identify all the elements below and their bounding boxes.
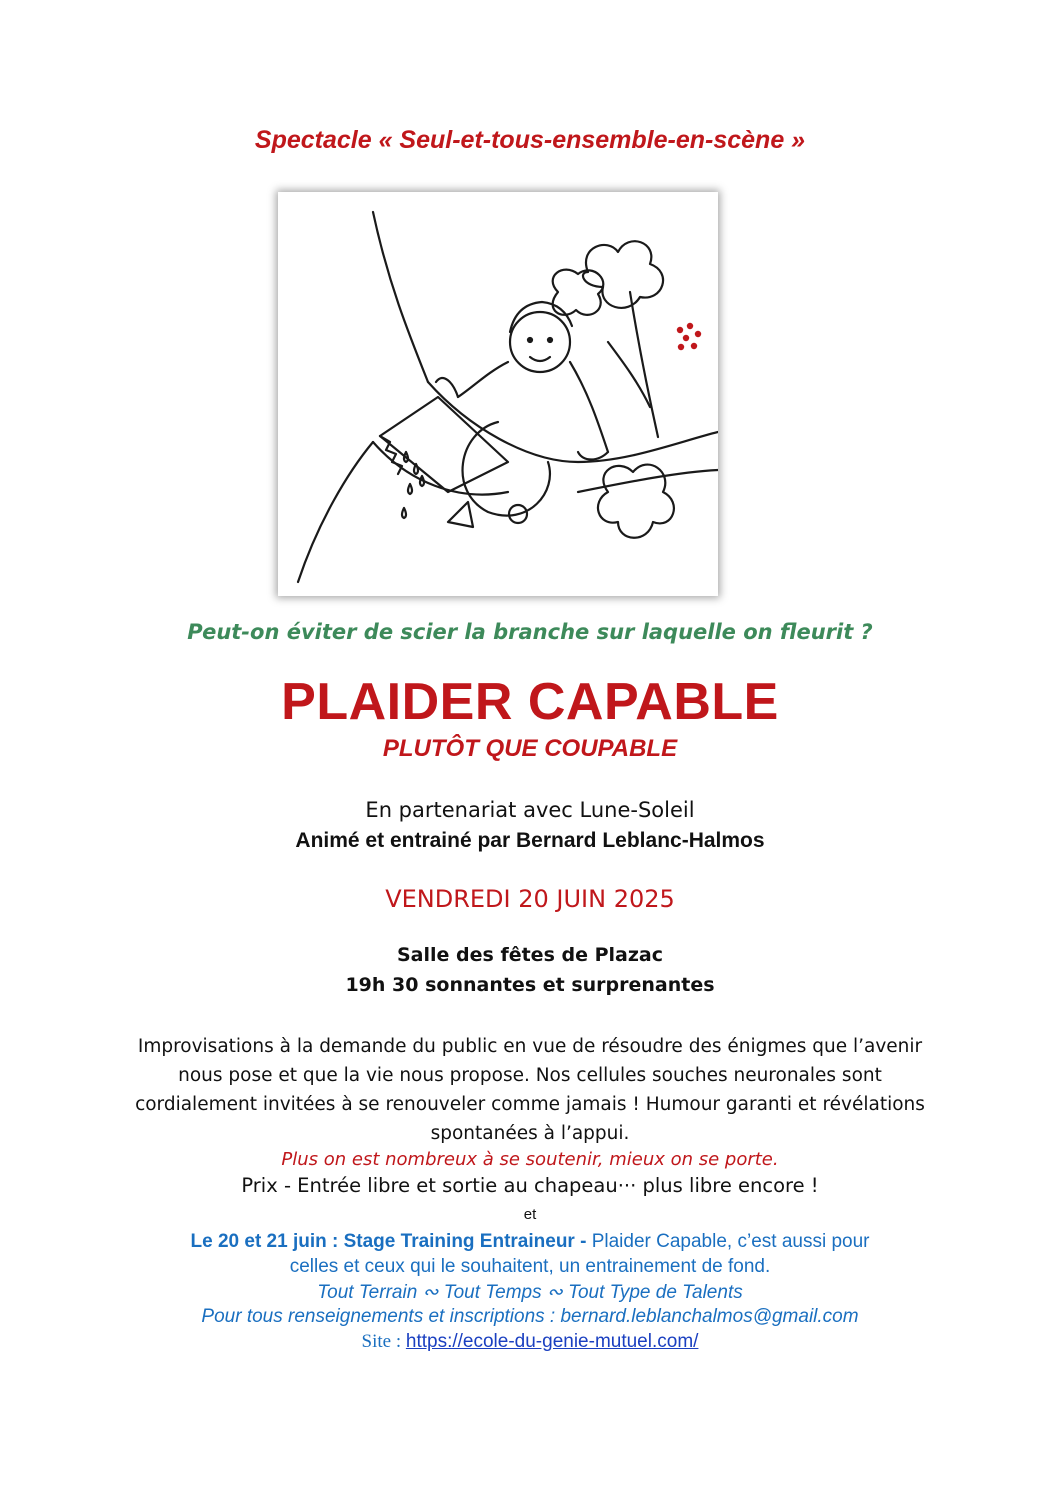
animator-line: Animé et entrainé par Bernard Leblanc-Halmos — [295, 829, 765, 852]
site-link[interactable]: https://ecole-du-genie-mutuel.com/ — [405, 1331, 699, 1352]
page-title: PLAIDER CAPABLE — [281, 673, 779, 731]
description-line: cordialement invitées à se renouveler comme jamais ! Humour garanti et révélations — [135, 1094, 925, 1115]
slogan: Plus on est nombreux à se soutenir, mieux on se porte. — [281, 1149, 779, 1170]
description-line: Improvisations à la demande du public en vue de résoudre des énigmes que l’avenir — [137, 1036, 923, 1057]
event-time: 19h 30 sonnantes et surprenantes — [345, 974, 715, 996]
stage-line — [0, 1231, 1060, 1253]
price-line: Prix - Entrée libre et sortie au chapeau··· plus libre encore ! — [241, 1174, 819, 1197]
site-line — [0, 1331, 1060, 1353]
stage-line-2: celles et ceux qui le souhaitent, un entrainement de fond. — [289, 1256, 771, 1277]
page-subtitle: PLUTÔT QUE COUPABLE — [382, 735, 678, 762]
stage-bold: Le 20 et 21 juin : Stage Training Entraineur - — [190, 1231, 587, 1252]
description — [0, 1032, 1060, 1148]
drawing-boy-sawing-branch-icon — [278, 192, 718, 596]
supertitle: Spectacle « Seul-et-tous-ensemble-en-scène » — [254, 126, 806, 154]
illustration-frame — [278, 192, 718, 596]
description-line: spontanées à l’appui. — [430, 1123, 630, 1144]
description-line: nous pose et que la vie nous propose. Nos cellules souches neuronales sont — [178, 1065, 882, 1086]
partner-line: En partenariat avec Lune-Soleil — [365, 798, 695, 822]
terrain-line: Tout Terrain ∾ Tout Temps ∾ Tout Type de Talents — [317, 1282, 743, 1303]
event-venue: Salle des fêtes de Plazac — [397, 944, 663, 966]
stage-rest: Plaider Capable, c’est aussi pour — [586, 1231, 870, 1252]
question: Peut-on éviter de scier la branche sur laquelle on fleurit ? — [187, 620, 873, 644]
site-label: Site : — [361, 1331, 406, 1352]
connector-text: et — [523, 1206, 537, 1223]
contact-line: Pour tous renseignements et inscriptions : bernard.leblanchalmos@gmail.com — [201, 1306, 859, 1327]
event-date: VENDREDI 20 JUIN 2025 — [385, 885, 675, 913]
